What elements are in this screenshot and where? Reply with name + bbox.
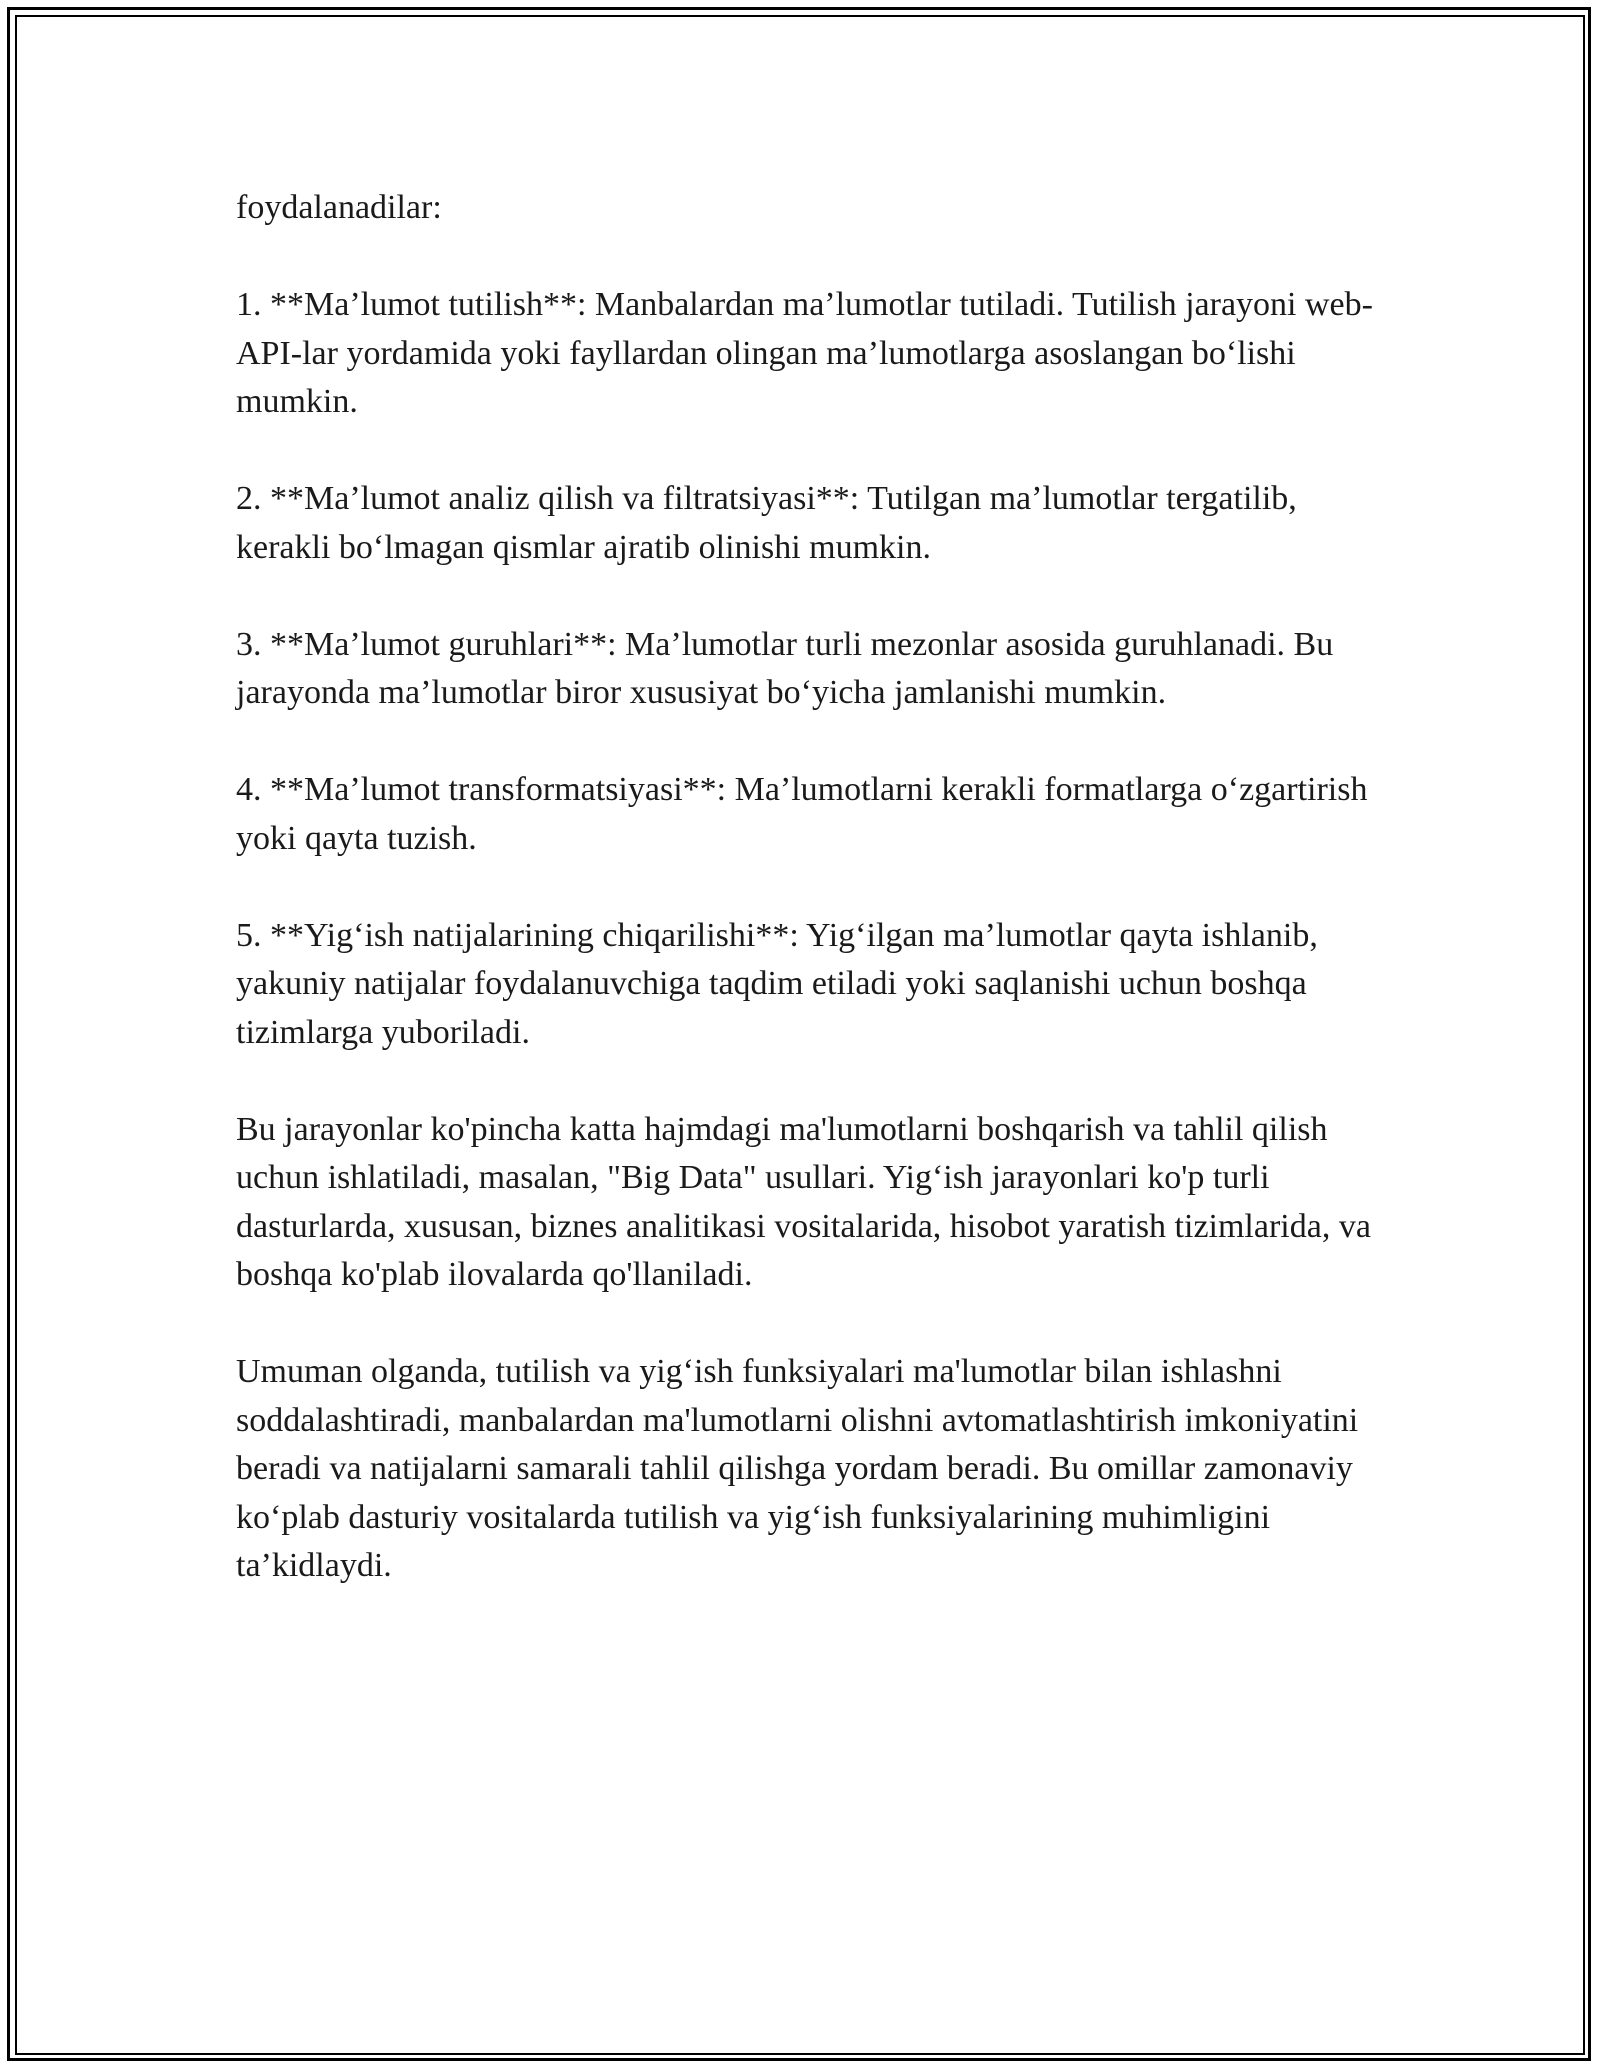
document-body [236,184,1386,1639]
paragraph-conclusion: Umuman olganda, tutilish va yig‘ish funksiyalari ma'lumotlar bilan ishlashni soddalashtiradi, manbalardan ma'lumotlarni olishni avtomatlashtirish imkoniyatini beradi va natijalarni samarali tahlil qilishga yordam beradi. Bu omillar zamonaviy ko‘plab dasturiy vositalarda tutilish va yig‘ish funksiyalarining muhimligini ta’kidlaydi. [236,1353,1359,1584]
list-item-2: 2. **Ma’lumot analiz qilish va filtratsiyasi**: Tutilgan ma’lumotlar tergatilib, kerakli bo‘lmagan qismlar ajratib olinishi mumkin. [236,480,1297,566]
list-item-1: 1. **Ma’lumot tutilish**: Manbalardan ma’lumotlar tutiladi. Tutilish jarayoni web-API-lar yordamida yoki fayllardan olingan ma’lumotlarga asoslangan bo‘lishi mumkin. [236,286,1373,420]
lead-line: foydalanadilar: [236,189,442,226]
list-item-5: 5. **Yig‘ish natijalarining chiqarilishi**: Yig‘ilgan ma’lumotlar qayta ishlanib, yakuniy natijalar foydalanuvchiga taqdim etiladi yoki saqlanishi uchun boshqa tizimlarga yuboriladi. [236,916,1318,1051]
list-item-4: 4. **Ma’lumot transformatsiyasi**: Ma’lumotlarni kerakli formatlarga o‘zgartirish yoki qayta tuzish. [236,771,1368,857]
list-item-3: 3. **Ma’lumot guruhlari**: Ma’lumotlar turli mezonlar asosida guruhlanadi. Bu jarayonda ma’lumotlar biror xususiyat bo‘yicha jamlanishi mumkin. [236,625,1334,711]
paragraph-big-data: Bu jarayonlar ko'pincha katta hajmdagi ma'lumotlarni boshqarish va tahlil qilish uchun ishlatiladi, masalan, "Big Data" usullari. Yig‘ish jarayonlari ko'p turli dasturlarda, xususan, biznes analitikasi vositalarida, hisobot yaratish tizimlarida, va boshqa ko'plab ilovalarda qo'llaniladi. [236,1110,1371,1293]
